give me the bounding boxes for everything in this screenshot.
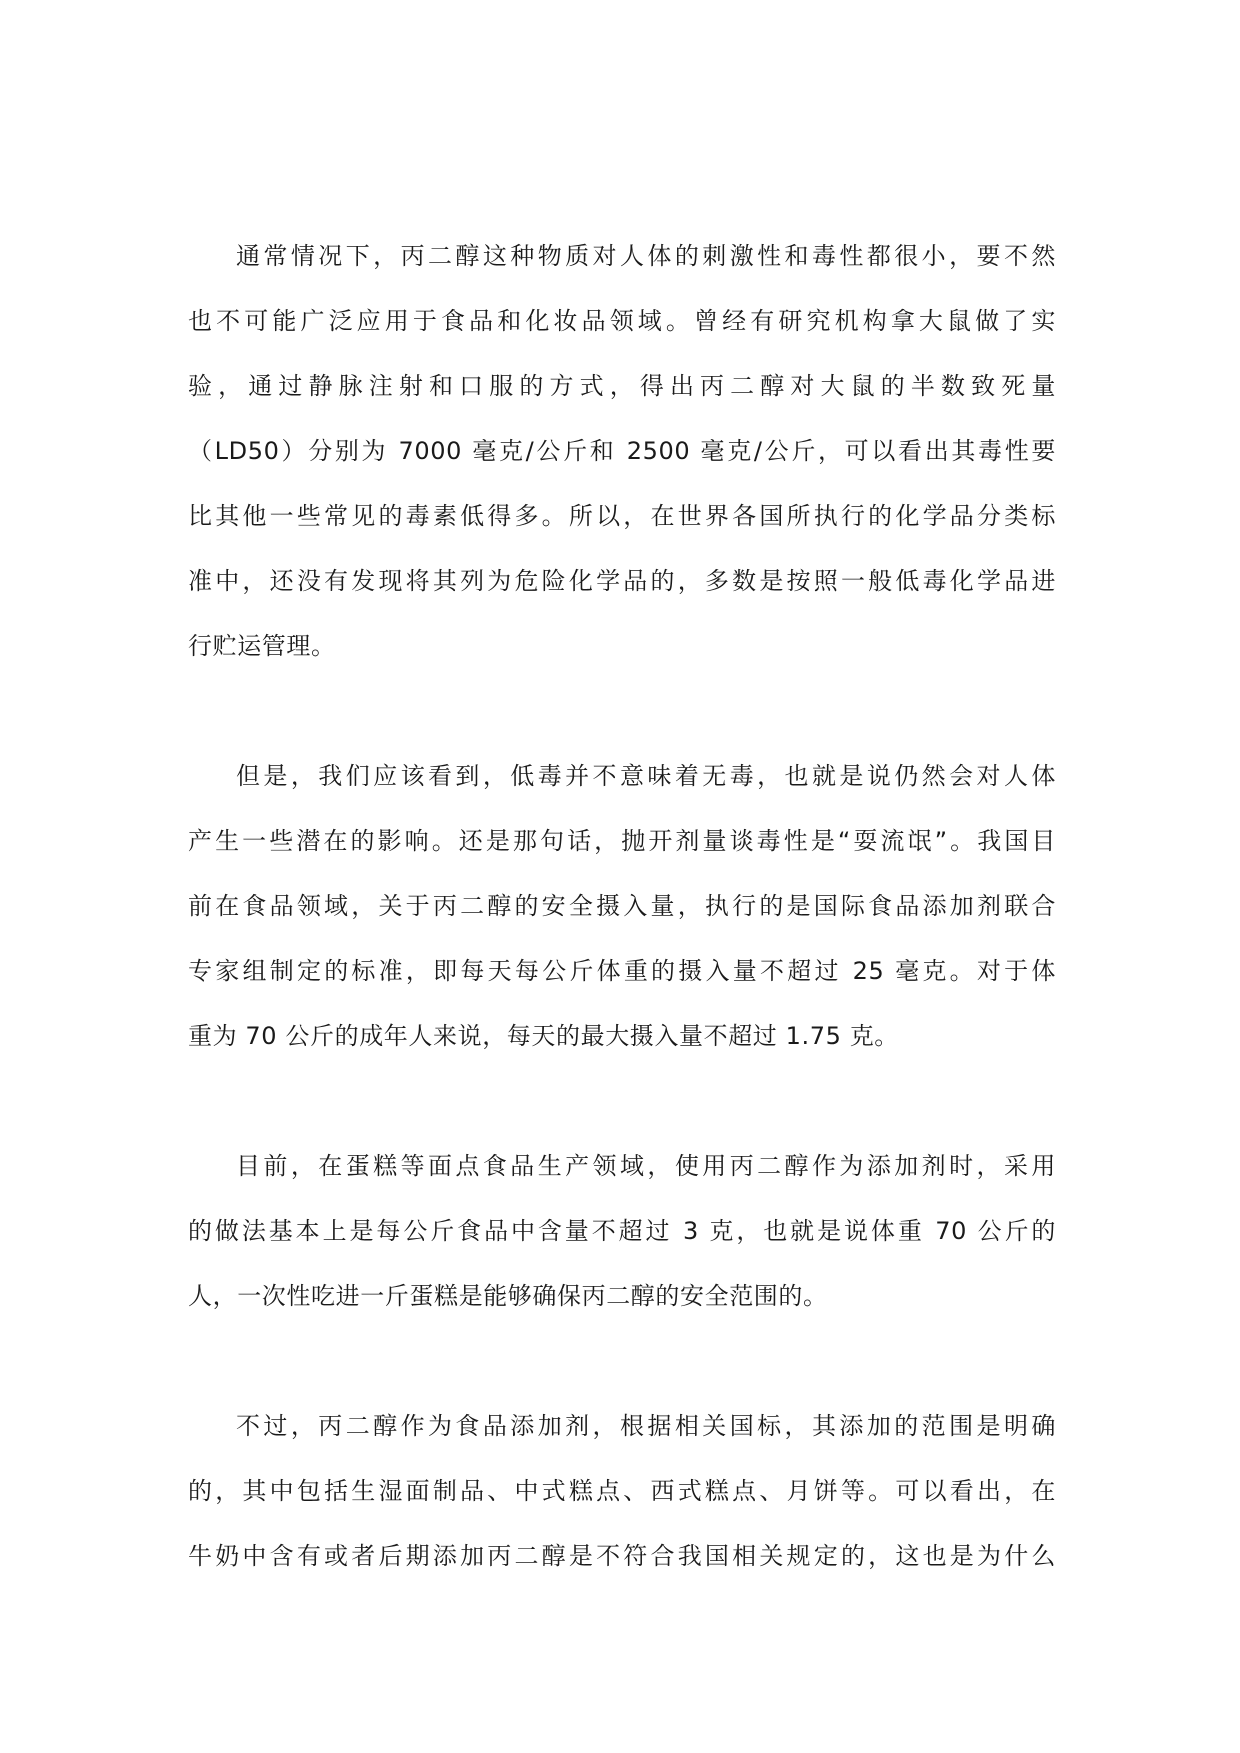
paragraph-3 <box>188 1134 1056 1329</box>
text-line: 的做法基本上是每公斤食品中含量不超过 3 克，也就是说体重 70 公斤的 <box>188 1217 1056 1245</box>
text-line: 不过，丙二醇作为食品添加剂，根据相关国标，其添加的范围是明确 <box>236 1412 1056 1440</box>
text-line: 人，一次性吃进一斤蛋糕是能够确保丙二醇的安全范围的。 <box>188 1282 828 1310</box>
text-line: 牛奶中含有或者后期添加丙二醇是不符合我国相关规定的，这也是为什么 <box>188 1542 1056 1570</box>
paragraph-4 <box>188 1394 1056 1589</box>
article-body <box>188 224 1056 1654</box>
text-line: 比其他一些常见的毒素低得多。所以，在世界各国所执行的化学品分类标 <box>188 502 1056 530</box>
text-line: 行贮运管理。 <box>188 632 336 660</box>
text-line: 产生一些潜在的影响。还是那句话，抛开剂量谈毒性是“耍流氓”。我国目 <box>188 827 1056 855</box>
text-line: 但是，我们应该看到，低毒并不意味着无毒，也就是说仍然会对人体 <box>236 762 1056 790</box>
paragraph-2 <box>188 744 1056 1069</box>
text-line: 通常情况下，丙二醇这种物质对人体的刺激性和毒性都很小，要不然 <box>236 242 1056 270</box>
paragraph-1 <box>188 224 1056 679</box>
text-line: 验，通过静脉注射和口服的方式，得出丙二醇对大鼠的半数致死量 <box>188 372 1056 400</box>
text-line: 准中，还没有发现将其列为危险化学品的，多数是按照一般低毒化学品进 <box>188 567 1056 595</box>
text-line: （LD50）分别为 7000 毫克/公斤和 2500 毫克/公斤，可以看出其毒性要 <box>188 437 1056 465</box>
text-line: 前在食品领域，关于丙二醇的安全摄入量，执行的是国际食品添加剂联合 <box>188 892 1056 920</box>
text-line: 的，其中包括生湿面制品、中式糕点、西式糕点、月饼等。可以看出，在 <box>188 1477 1056 1505</box>
text-line: 专家组制定的标准，即每天每公斤体重的摄入量不超过 25 毫克。对于体 <box>188 957 1056 985</box>
text-line: 目前，在蛋糕等面点食品生产领域，使用丙二醇作为添加剂时，采用 <box>236 1152 1056 1180</box>
text-line: 重为 70 公斤的成年人来说，每天的最大摄入量不超过 1.75 克。 <box>188 1022 899 1050</box>
text-line: 也不可能广泛应用于食品和化妆品领域。曾经有研究机构拿大鼠做了实 <box>188 307 1056 335</box>
